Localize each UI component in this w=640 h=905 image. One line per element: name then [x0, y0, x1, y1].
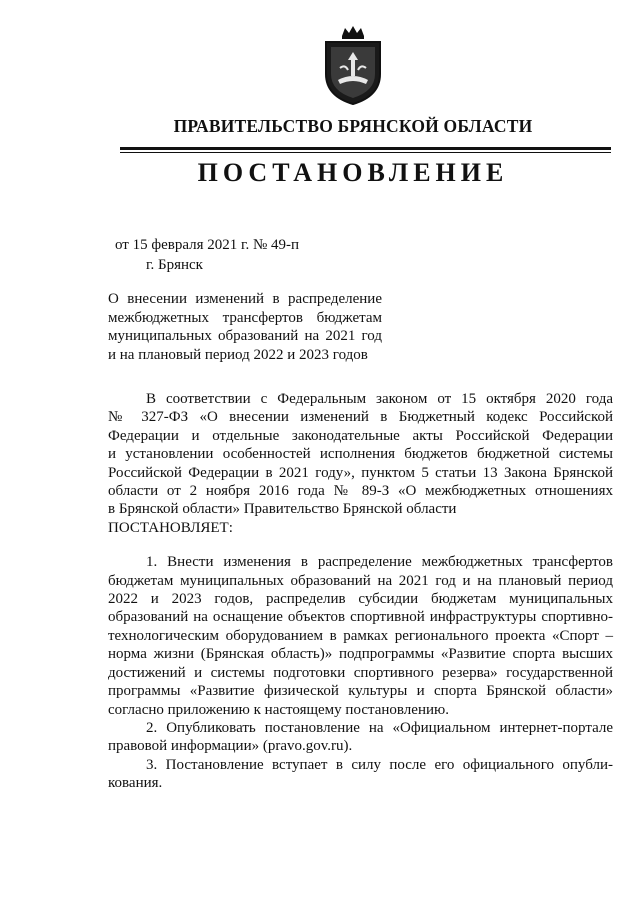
- item1-line: технологическим оборудованием в рамках регионального проекта «Спорт –: [108, 627, 613, 644]
- preamble-line: области от 2 ноября 2016 года № 89-З «О межбюджетных отношениях: [108, 483, 613, 500]
- item1-line: 1. Внести изменения в распределение межбюджетных трансфертов: [146, 554, 613, 571]
- preamble-line: В соответствии с Федеральным законом от 15 октября 2020 года: [146, 391, 613, 407]
- item1-line: достижений и системы подготовки спортивного резерва» государственной: [108, 664, 613, 681]
- header-rule-thick: [120, 147, 611, 150]
- item1-line: норма жизни (Брянская область)» подпрограммы «Развитие спорта высших: [108, 646, 613, 663]
- coat-of-arms-icon: [318, 24, 388, 108]
- subject-block: [108, 290, 382, 364]
- government-title: ПРАВИТЕЛЬСТВО БРЯНСКОЙ ОБЛАСТИ: [173, 116, 533, 136]
- subject-line: и на плановый период 2022 и 2023 годов: [108, 346, 368, 363]
- document-type-title: ПОСТАНОВЛЕНИЕ: [197, 158, 509, 187]
- preamble-line: № 327-ФЗ «О внесении изменений в Бюджетный кодекс Российской: [108, 409, 613, 426]
- preamble-line: Российской Федерации в 2021 году», пунктом 5 статьи 13 Закона Брянской: [108, 464, 613, 481]
- item3-line: 3. Постановление вступает в силу после его официального опубли-: [146, 756, 613, 773]
- item1-line: согласно приложению к настоящему постановлению.: [108, 701, 449, 718]
- item1-line: бюджетам муниципальных образований на 2021 год и на плановый период: [108, 572, 613, 589]
- subject-line: муниципальных образований на 2021 год: [108, 328, 382, 344]
- preamble-line: в Брянской области» Правительство Брянской области: [108, 501, 457, 518]
- item1-line: образований на оснащение объектов спортивной инфраструктуры спортивно-: [108, 609, 613, 626]
- resolves-label: ПОСТАНОВЛЯЕТ:: [108, 519, 233, 536]
- preamble-line: Федерации и отдельные законодательные акты Российской Федерации: [108, 427, 613, 444]
- document-body: [108, 390, 613, 793]
- item2-line: правовой информации» (pravo.gov.ru).: [108, 738, 353, 755]
- item1-line: 2022 и 2023 годов, распределив субсидии бюджетам муниципальных: [108, 591, 613, 608]
- preamble-line: и установлении особенностей исполнения бюджетов бюджетной системы: [108, 446, 613, 463]
- subject-line: межбюджетных трансфертов бюджетам: [108, 309, 382, 326]
- city: г. Брянск: [146, 257, 203, 273]
- date-number: от 15 февраля 2021 г. № 49-п: [115, 237, 300, 253]
- header-rule-thin: [120, 152, 611, 153]
- item1-line: программы «Развитие физической культуры и спорта Брянской области»: [108, 683, 613, 700]
- subject-line: О внесении изменений в распределение: [108, 291, 382, 307]
- item2-line: 2. Опубликовать постановление на «Официальном интернет-портале: [146, 719, 613, 736]
- item3-line: кования.: [108, 775, 163, 792]
